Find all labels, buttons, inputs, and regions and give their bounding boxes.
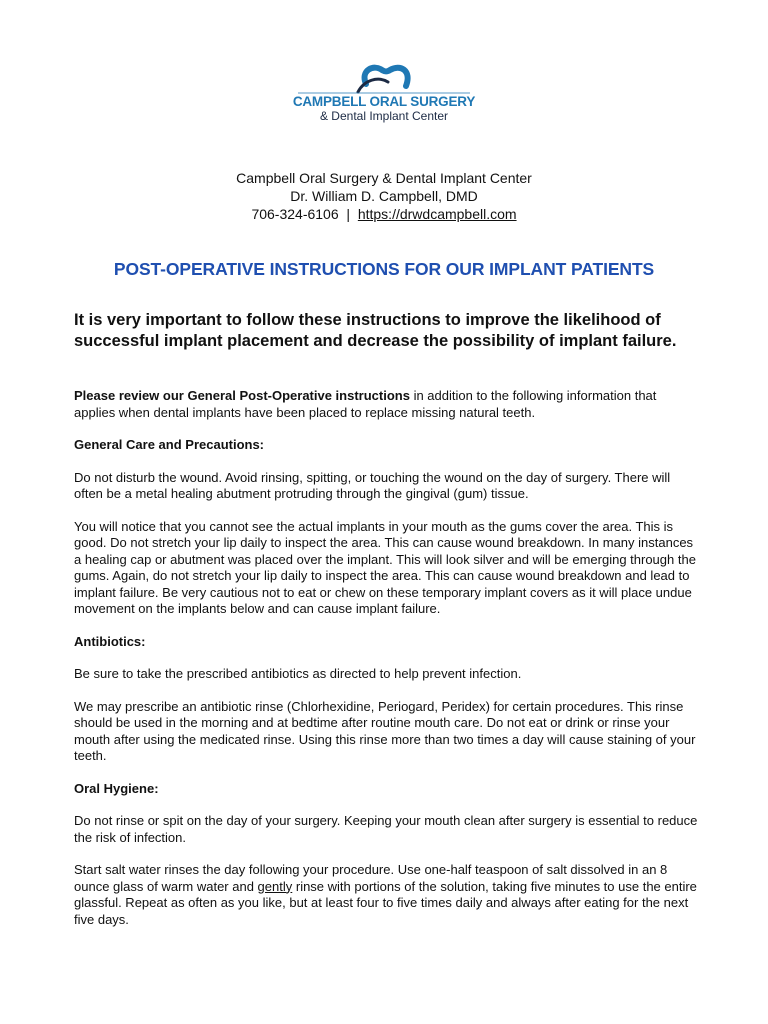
contact-line — [0, 205, 768, 223]
review-paragraph — [74, 388, 700, 421]
oral-hygiene-paragraph-1: Do not rinse or spit on the day of your surgery. Keeping your mouth clean after surgery is essential to reduce the risk of infection. — [74, 813, 698, 845]
oral-hygiene-p2-end: rinse with portions of the solution, taking five minutes to use the entire glassful. Repeat as often as you like, but at least four to five times daily and always after eating for the next five days. — [74, 878, 697, 927]
doctor-name: Dr. William D. Campbell, DMD — [290, 188, 478, 204]
practice-logo — [288, 62, 480, 130]
instructions-body — [74, 388, 700, 944]
page-title: POST-OPERATIVE INSTRUCTIONS FOR OUR IMPLANT PATIENTS — [113, 259, 655, 279]
contact-block — [0, 169, 768, 223]
oral-hygiene-paragraph-2 — [74, 862, 700, 928]
general-care-heading: General Care and Precautions: — [74, 437, 265, 452]
logo-subtitle: & Dental Implant Center — [319, 109, 449, 123]
general-care-paragraph-1: Do not disturb the wound. Avoid rinsing, spitting, or touching the wound on the day of surgery. There will often be a metal healing abutment protruding through the gingival (gum) tissue. — [74, 469, 671, 501]
phone-number: 706-324-6106 — [251, 206, 339, 222]
website-link[interactable]: https://drwdcampbell.com — [357, 206, 517, 222]
tooth-crescent-icon — [288, 62, 480, 96]
practice-name: Campbell Oral Surgery & Dental Implant Center — [236, 170, 532, 186]
logo-name: CAMPBELL ORAL SURGERY — [292, 94, 476, 109]
oral-hygiene-p2-start: Start salt water rinses the day following your procedure. Use one-half teaspoon of salt dissolved in an 8 ounce glass of warm water and — [74, 862, 668, 894]
intro-statement: It is very important to follow these instructions to improve the likelihood of successful implant placement and decrease the possibility of implant failure. — [74, 311, 677, 350]
separator: | — [346, 206, 351, 222]
general-care-paragraph-2: You will notice that you cannot see the actual implants in your mouth as the gums cover the area. This is good. Do not stretch your lip daily to inspect the area. This can cause wound breakdown. In many instances a healing cap or abutment was placed over the implant. This will look silver and will be emerging through the gums. Again, do not stretch your lip daily to inspect the area. This can cause wound breakdown and lead to implant failure. Be very cautious not to eat or chew on these temporary implant covers as it will place undue movement on the implants below and can cause implant failure. — [74, 518, 696, 616]
oral-hygiene-heading: Oral Hygiene: — [74, 780, 159, 796]
review-bold: Please review our General Post-Operative instructions — [74, 388, 410, 403]
review-rest: in addition to the following information that applies when dental implants have been placed to replace missing natural teeth. — [74, 388, 657, 420]
antibiotics-heading: Antibiotics: — [74, 633, 146, 649]
antibiotics-paragraph-1: Be sure to take the prescribed antibiotics as directed to help prevent infection. — [74, 666, 522, 681]
gently-emphasis: gently — [257, 878, 293, 894]
antibiotics-paragraph-2: We may prescribe an antibiotic rinse (Chlorhexidine, Periogard, Peridex) for certain procedures. This rinse should be used in the morning and at bedtime after routine mouth care. Do not eat or drink or rinse your mouth after using the medicated rinse. Using this rinse more than two times a day will cause staining of your teeth. — [74, 698, 696, 763]
